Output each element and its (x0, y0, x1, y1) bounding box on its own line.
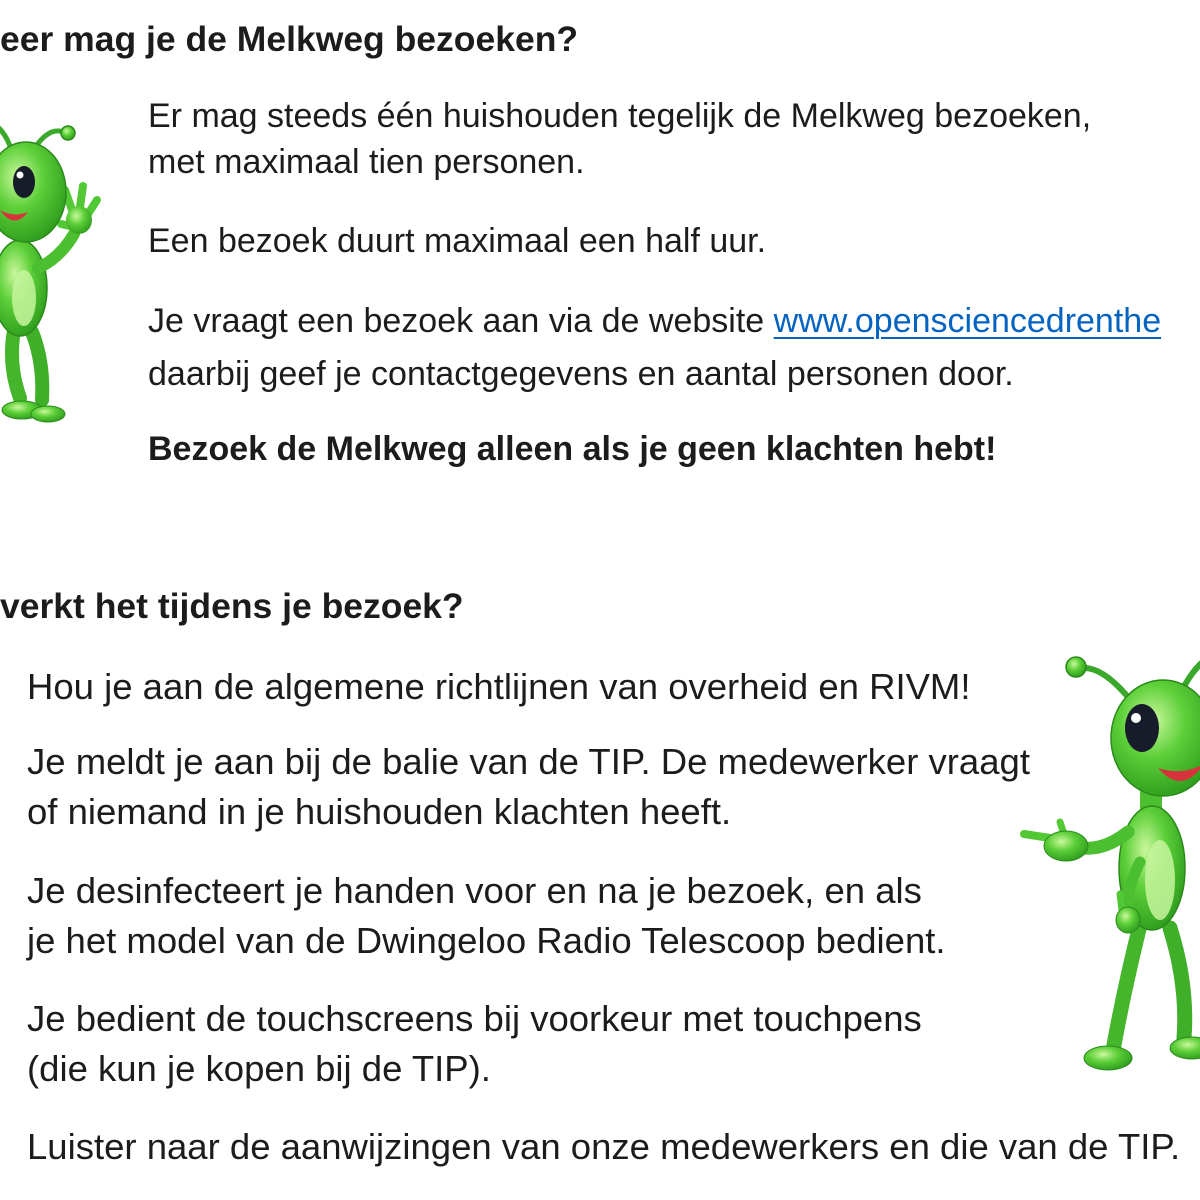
household-line-2: met maximaal tien personen. (148, 143, 585, 181)
checkin-line-2: of niemand in je huishouden klachten heeft. (27, 791, 732, 832)
disinfect-line-2: je het model van de Dwingeloo Radio Telescoop bedient. (27, 920, 946, 961)
alien-head (0, 142, 66, 242)
visit-rules-heading: eer mag je de Melkweg bezoeken? (0, 19, 579, 59)
alien-legs (2, 330, 65, 422)
request-prefix: Je vraagt een bezoek aan via de website (148, 302, 774, 340)
duration-line: Een bezoek duurt maximaal een half uur. (148, 222, 767, 260)
alien-pointing-hand (1024, 822, 1128, 861)
health-warning: Bezoek de Melkweg alleen als je geen klachten hebt! (148, 430, 997, 468)
disinfect-line-1: Je desinfecteert je handen voor en na je bezoek, en als (27, 870, 922, 911)
checkin-line-1: Je meldt je aan bij de balie van de TIP. De medewerker vraagt (27, 741, 1030, 782)
alien-legs (1084, 925, 1200, 1070)
request-line-1 (148, 304, 1161, 338)
waving-alien-icon (0, 115, 110, 435)
website-link[interactable]: www.opensciencedrenthe (773, 302, 1162, 340)
during-visit-heading: verkt het tijdens je bezoek? (0, 586, 464, 626)
household-line-1: Er mag steeds één huishouden tegelijk de Melkweg bezoeken, (148, 97, 1092, 135)
touchscreen-line-2: (die kun je kopen bij de TIP). (27, 1048, 491, 1089)
alien-body (0, 240, 47, 336)
pointing-alien-icon (1010, 650, 1200, 1085)
request-line-2: daarbij geef je contactgegevens en aantal personen door. (148, 355, 1014, 393)
listen-line: Luister naar de aanwijzingen van onze medewerkers en die van de TIP. (27, 1126, 1181, 1167)
touchscreen-line-1: Je bedient de touchscreens bij voorkeur met touchpens (27, 998, 922, 1039)
guideline-line: Hou je aan de algemene richtlijnen van overheid en RIVM! (27, 666, 971, 707)
